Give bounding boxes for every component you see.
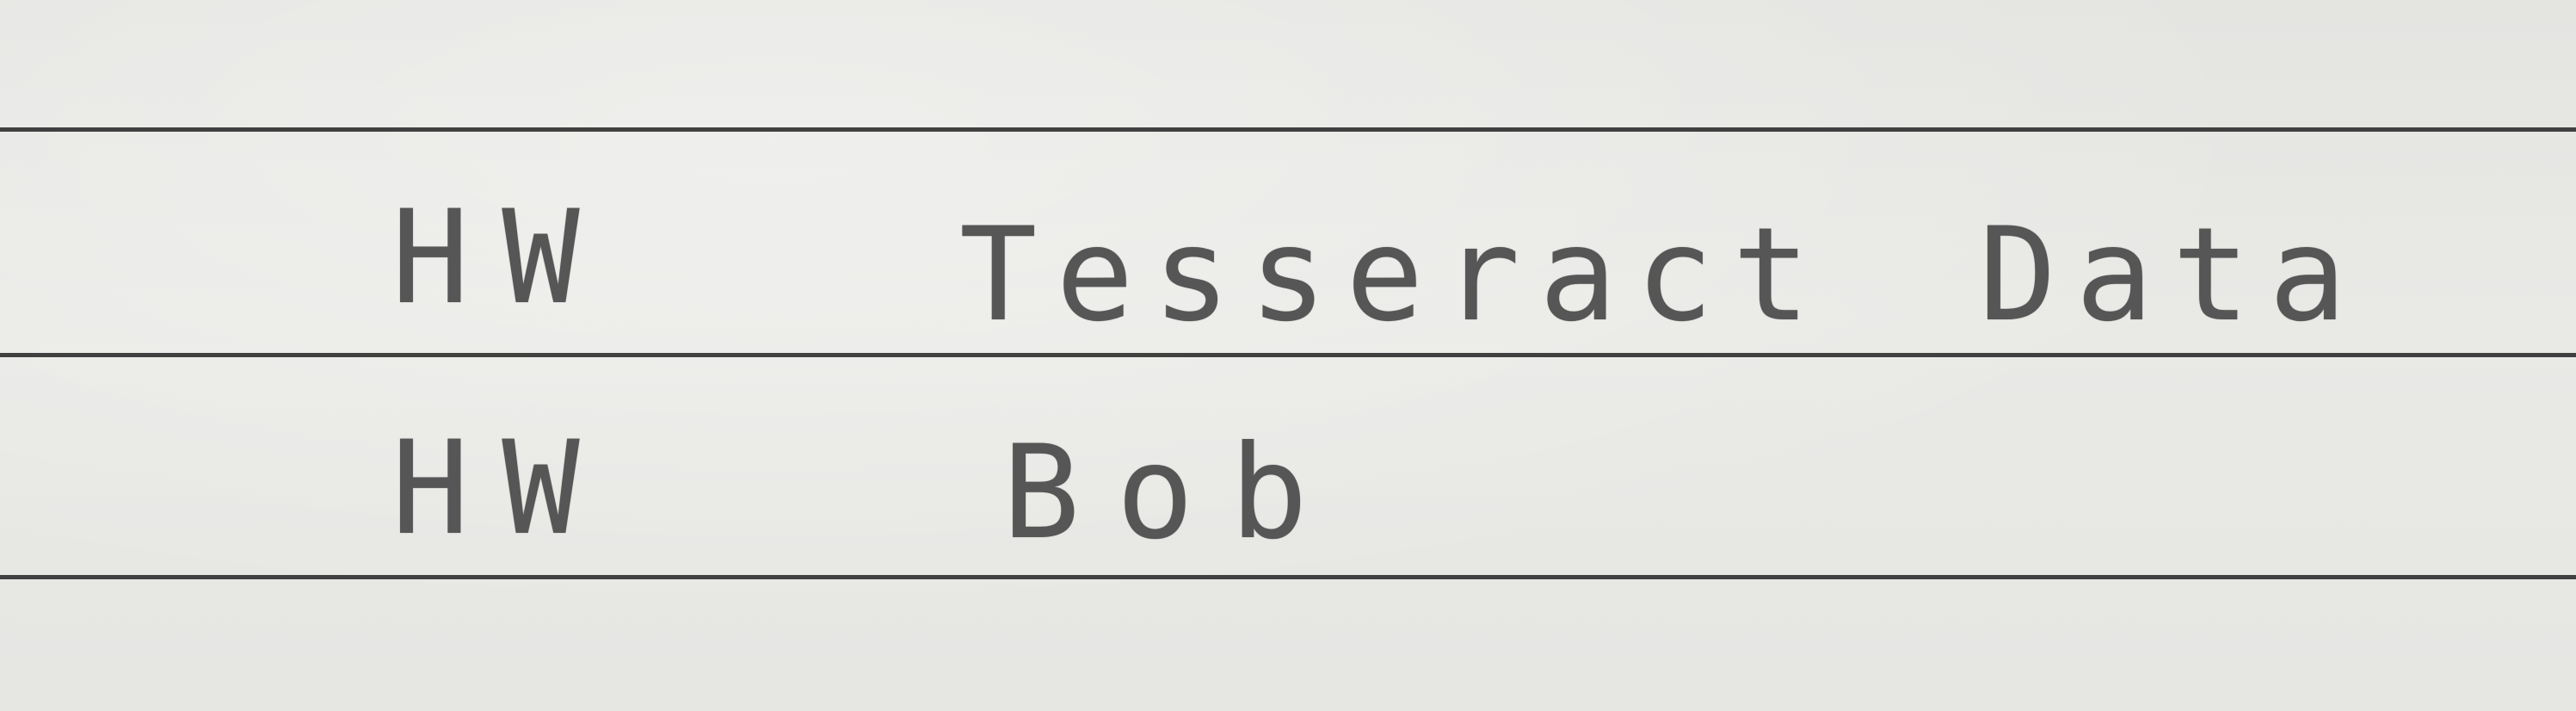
handwritten-word: HW (391, 414, 613, 564)
handwriting-line-1 (0, 176, 2576, 349)
handwritten-word: HW (391, 183, 613, 333)
handwritten-word: Bob (1002, 418, 1344, 568)
ruled-line-1 (0, 127, 2576, 132)
handwritten-word: Data (1979, 201, 2366, 350)
handwritten-word: Tesseract (959, 201, 1829, 350)
handwriting-line-2 (0, 411, 2576, 584)
ruled-line-2 (0, 353, 2576, 357)
